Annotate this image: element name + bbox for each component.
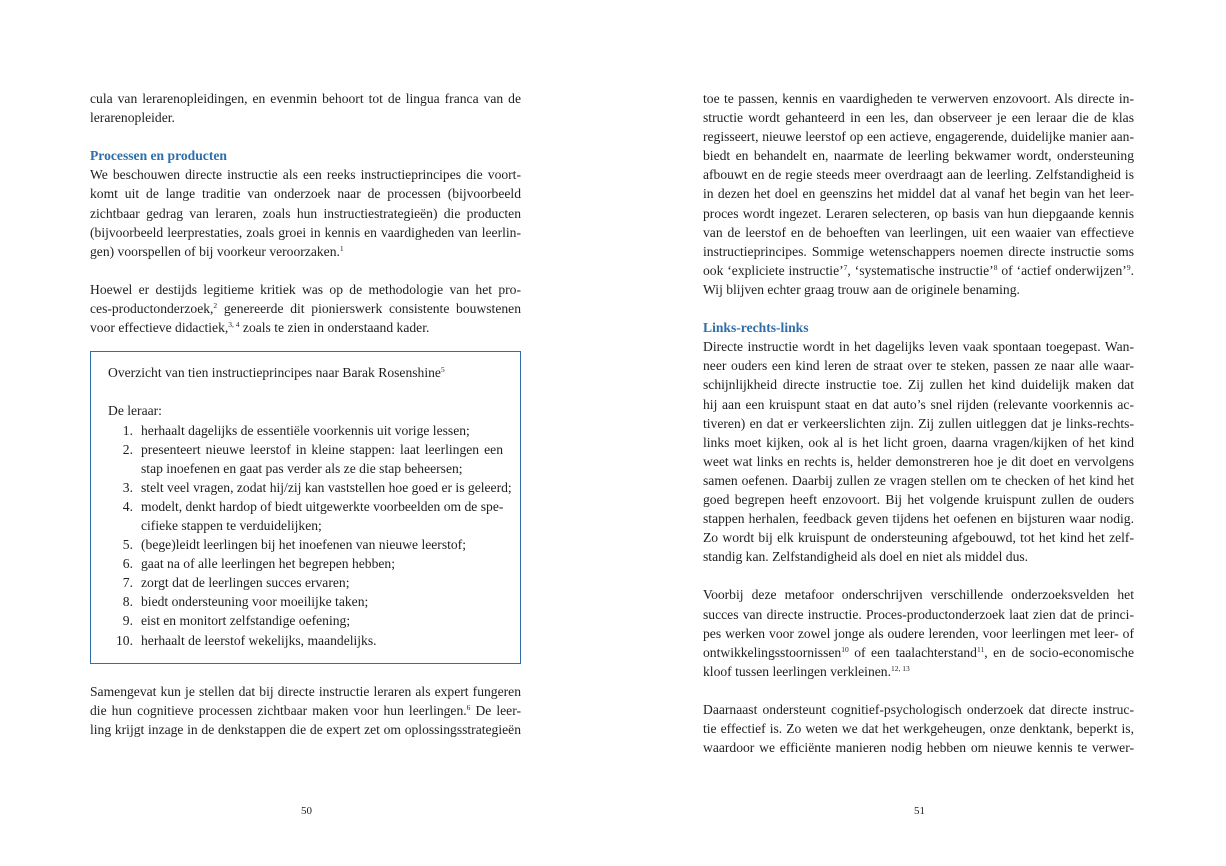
text-line <box>703 662 1134 681</box>
list-number: 7. <box>122 575 133 591</box>
text-line: neer ouders een kind leren de straat over te steken, passen ze naar alle waar- <box>703 358 1134 374</box>
text-line: structie wordt gehanteerd in een les, dan observeer je een leraar die de klas <box>703 110 1134 126</box>
list-item <box>108 421 503 440</box>
text-line: Zo wordt bij elk kruispunt de ondersteuning afgebouwd, tot het kind het zelf- <box>703 530 1134 546</box>
text-line: toe te passen, kennis en vaardigheden te verwerven enzovoort. Als directe in- <box>703 91 1134 106</box>
text-line <box>90 299 521 318</box>
text-span: die hun cognitieve processen zichtbaar maken voor hun leerlingen. <box>90 702 467 718</box>
text-line: (bijvoorbeeld leerprestaties, zoals groei in kennis en vaardigheden van leerlin- <box>90 224 521 240</box>
list-item <box>108 592 503 611</box>
text-line <box>90 242 521 261</box>
list-item <box>108 497 503 535</box>
page-number: 51 <box>914 805 925 817</box>
text-line <box>90 318 521 337</box>
list-number: 2. <box>122 441 133 457</box>
principles-box <box>90 351 521 663</box>
list-text: zorgt dat de leerlingen succes ervaren; <box>141 575 350 591</box>
left-page-text <box>90 89 521 739</box>
text-span: of een taalachterstand <box>848 644 977 660</box>
list-number: 8. <box>122 594 133 610</box>
list-item <box>108 631 503 650</box>
text-line: hij aan een kruispunt staat en dat auto’s snel rijden (relevante voorkennis ac- <box>703 396 1134 412</box>
footnote-ref: 3, 4 <box>228 320 240 330</box>
footnote-ref: 10 <box>841 644 849 654</box>
page-number: 50 <box>301 805 312 817</box>
text-line: tie effectief is. Zo weten we dat het werkgeheugen, onze denktank, beperkt is, <box>703 721 1134 737</box>
box-title <box>108 363 503 382</box>
text-line: regisseert, nieuwe leerstof op een actieve, engagerende, duidelijke manier aan- <box>703 129 1134 145</box>
right-page-text <box>703 89 1134 757</box>
text-span: voor effectieve didactiek, <box>90 320 229 336</box>
list-text: cifieke stappen te verduidelijken; <box>141 517 322 533</box>
list-item <box>108 478 512 497</box>
list-item <box>108 440 503 478</box>
text-span: zoals te zien in onderstaand kader. <box>239 320 430 336</box>
text-line: stappen herhalen, feedback geven tijdens het oefenen en bijsturen waar nodig. <box>703 511 1134 527</box>
text-span: genereerde dit pionierswerk consistente bouwstenen <box>217 301 521 317</box>
text-line: tiveren) en dat er verkeerslichten zijn. Zij zullen uitleggen dat je links-rechts- <box>703 415 1134 431</box>
text-line: Hoewel er destijds legitieme kritiek was op de methodologie van het pro- <box>90 281 521 297</box>
list-item <box>108 554 503 573</box>
text-span: ces-productonderzoek, <box>90 301 214 317</box>
text-line <box>703 261 1134 280</box>
list-text: herhaalt de leerstof wekelijks, maandelijks. <box>141 632 377 648</box>
text-span: kloof tussen leerlingen verkleinen. <box>703 663 891 679</box>
list-text: stelt veel vragen, zodat hij/zij kan vaststellen hoe goed er is geleerd; <box>141 479 512 495</box>
text-line: succes van directe instructie. Proces-productonderzoek laat zien dat de princi- <box>703 606 1134 622</box>
footnote-ref: 11 <box>976 644 985 654</box>
list-number: 4. <box>122 498 133 514</box>
text-line: cula van lerarenopleidingen, en evenmin behoort tot de lingua franca van de <box>90 91 521 106</box>
text-line: Wij blijven echter graag trouw aan de originele benaming. <box>703 281 1020 297</box>
text-line <box>703 643 1134 662</box>
section-heading-links: Links-rechts-links <box>703 320 809 336</box>
list-text: eist en monitort zelfstandige oefening; <box>141 613 351 629</box>
box-title-text: Overzicht van tien instructieprincipes naar Barak Rosenshine <box>108 365 441 381</box>
text-span: gen) voorspellen of bij voorkeur veroorzaken. <box>90 243 340 259</box>
footnote-ref: 5 <box>440 365 445 375</box>
text-line: Voorbij deze metafoor onderschrijven verschillende onderzoeksvelden het <box>703 587 1134 603</box>
box-intro: De leraar: <box>108 403 162 419</box>
text-line: Daarnaast ondersteunt cognitief-psychologisch onderzoek dat directe instruc- <box>703 702 1134 717</box>
list-item <box>108 611 503 630</box>
text-span: De leer- <box>470 702 521 718</box>
list-item <box>108 573 503 592</box>
text-span: , en de socio-economische <box>984 644 1134 660</box>
list-text: gaat na of alle leerlingen het begrepen hebben; <box>141 556 396 572</box>
footnote-ref: 7 <box>843 262 848 272</box>
list-number: 9. <box>122 613 133 629</box>
list-text: modelt, denkt hardop of biedt uitgewerkte voorbeelden om de spe- <box>141 498 504 514</box>
text-span: ontwikkelingsstoornissen <box>703 644 842 660</box>
footnote-ref: 6 <box>466 702 471 712</box>
list-item <box>108 535 503 554</box>
footnote-ref: 1 <box>339 243 344 253</box>
footnote-ref: 8 <box>993 262 998 272</box>
text-line: standig kan. Zelfstandigheid als doel en niet als middel dus. <box>703 549 1029 565</box>
text-line: schijnlijkheid directe instructie toe. Zij zullen het kind duidelijk maken dat <box>703 377 1134 393</box>
text-line: We beschouwen directe instructie als een reeks instructieprincipes die voort- <box>90 167 521 183</box>
text-line: komt uit de lange traditie van onderzoek naar de processen (bijvoorbeeld <box>90 186 521 202</box>
text-line: van de leerstof en de behoeften van leerlingen, uit een waaier van effectieve <box>703 224 1134 240</box>
list-number: 5. <box>122 537 133 553</box>
list-text: stap inoefenen en gaat pas verder als ze die stap beheersen; <box>141 460 463 476</box>
text-line: in dezen het doel en geenszins het middel dat al vanaf het begin van het leer- <box>703 186 1134 202</box>
text-line: pes werken voor zowel jonge als oudere lerenden, voor leerlingen met leer- of <box>703 625 1134 641</box>
text-line: lerarenopleider. <box>90 110 175 126</box>
text-span: ook ‘expliciete instructie’ <box>703 262 844 278</box>
text-line: samen oefenen. Daarbij zullen ze vragen stellen om te checken of het kind het <box>703 472 1134 488</box>
text-line: ling krijgt inzage in de denkstappen die de expert zet om oplossingsstrategieën <box>90 721 521 737</box>
text-line: proces wordt ingezet. Leraren selecteren, op basis van hun diepgaande kennis <box>703 205 1134 221</box>
list-text: (bege)leidt leerlingen bij het inoefenen van nieuwe leerstof; <box>141 537 466 553</box>
list-text: herhaalt dagelijks de essentiële voorkennis uit vorige lessen; <box>141 422 470 438</box>
section-heading-processen: Processen en producten <box>90 148 227 164</box>
text-line: afbouwt en de regie steeds meer overdraagt aan de leerling. Zelfstandigheid is <box>703 167 1134 183</box>
text-line: biedt en behandelt en, naarmate de leerling bekwamer wordt, ondersteuning <box>703 148 1134 164</box>
text-line: zichtbaar gedrag van leraren, zoals hun instructiestrategieën) die producten <box>90 205 521 221</box>
text-span: of ‘actief onderwijzen’ <box>997 262 1127 278</box>
text-line: goed begrepen heeft enzovoort. Bij het volgende kruispunt zullen de ouders <box>703 491 1134 507</box>
text-line: Samengevat kun je stellen dat bij directe instructie leraren als expert fungeren <box>90 683 521 699</box>
list-number: 3. <box>122 479 133 495</box>
footnote-ref: 12, 13 <box>891 663 910 673</box>
list-text: presenteert nieuwe leerstof in kleine stappen: laat leerlingen een <box>141 441 503 457</box>
text-line: weet wat links en rechts is, helder demonstreren hoe je dit doet en vervolgens <box>703 453 1134 469</box>
text-span: . <box>1130 262 1134 278</box>
text-span: , ‘systematische instructie’ <box>847 262 994 278</box>
list-number: 10. <box>116 632 133 648</box>
text-line: Directe instructie wordt in het dagelijks leven vaak spontaan toegepast. Wan- <box>703 339 1134 355</box>
text-line <box>90 701 521 720</box>
footnote-ref: 9 <box>1126 262 1131 272</box>
right-page <box>613 0 1226 866</box>
list-number: 1. <box>122 422 133 438</box>
footnote-ref: 2 <box>213 301 218 311</box>
list-number: 6. <box>122 556 133 572</box>
text-line: links moet kijken, ook al is het licht groen, daarna vragen/kijken of het kind <box>703 434 1134 450</box>
text-line: waardoor we efficiënte manieren nodig hebben om nieuwe kennis te verwer- <box>703 740 1134 756</box>
text-line: instructieprincipes. Sommige wetenschappers noemen directe instructie soms <box>703 243 1134 259</box>
list-text: biedt ondersteuning voor moeilijke taken; <box>141 594 369 610</box>
